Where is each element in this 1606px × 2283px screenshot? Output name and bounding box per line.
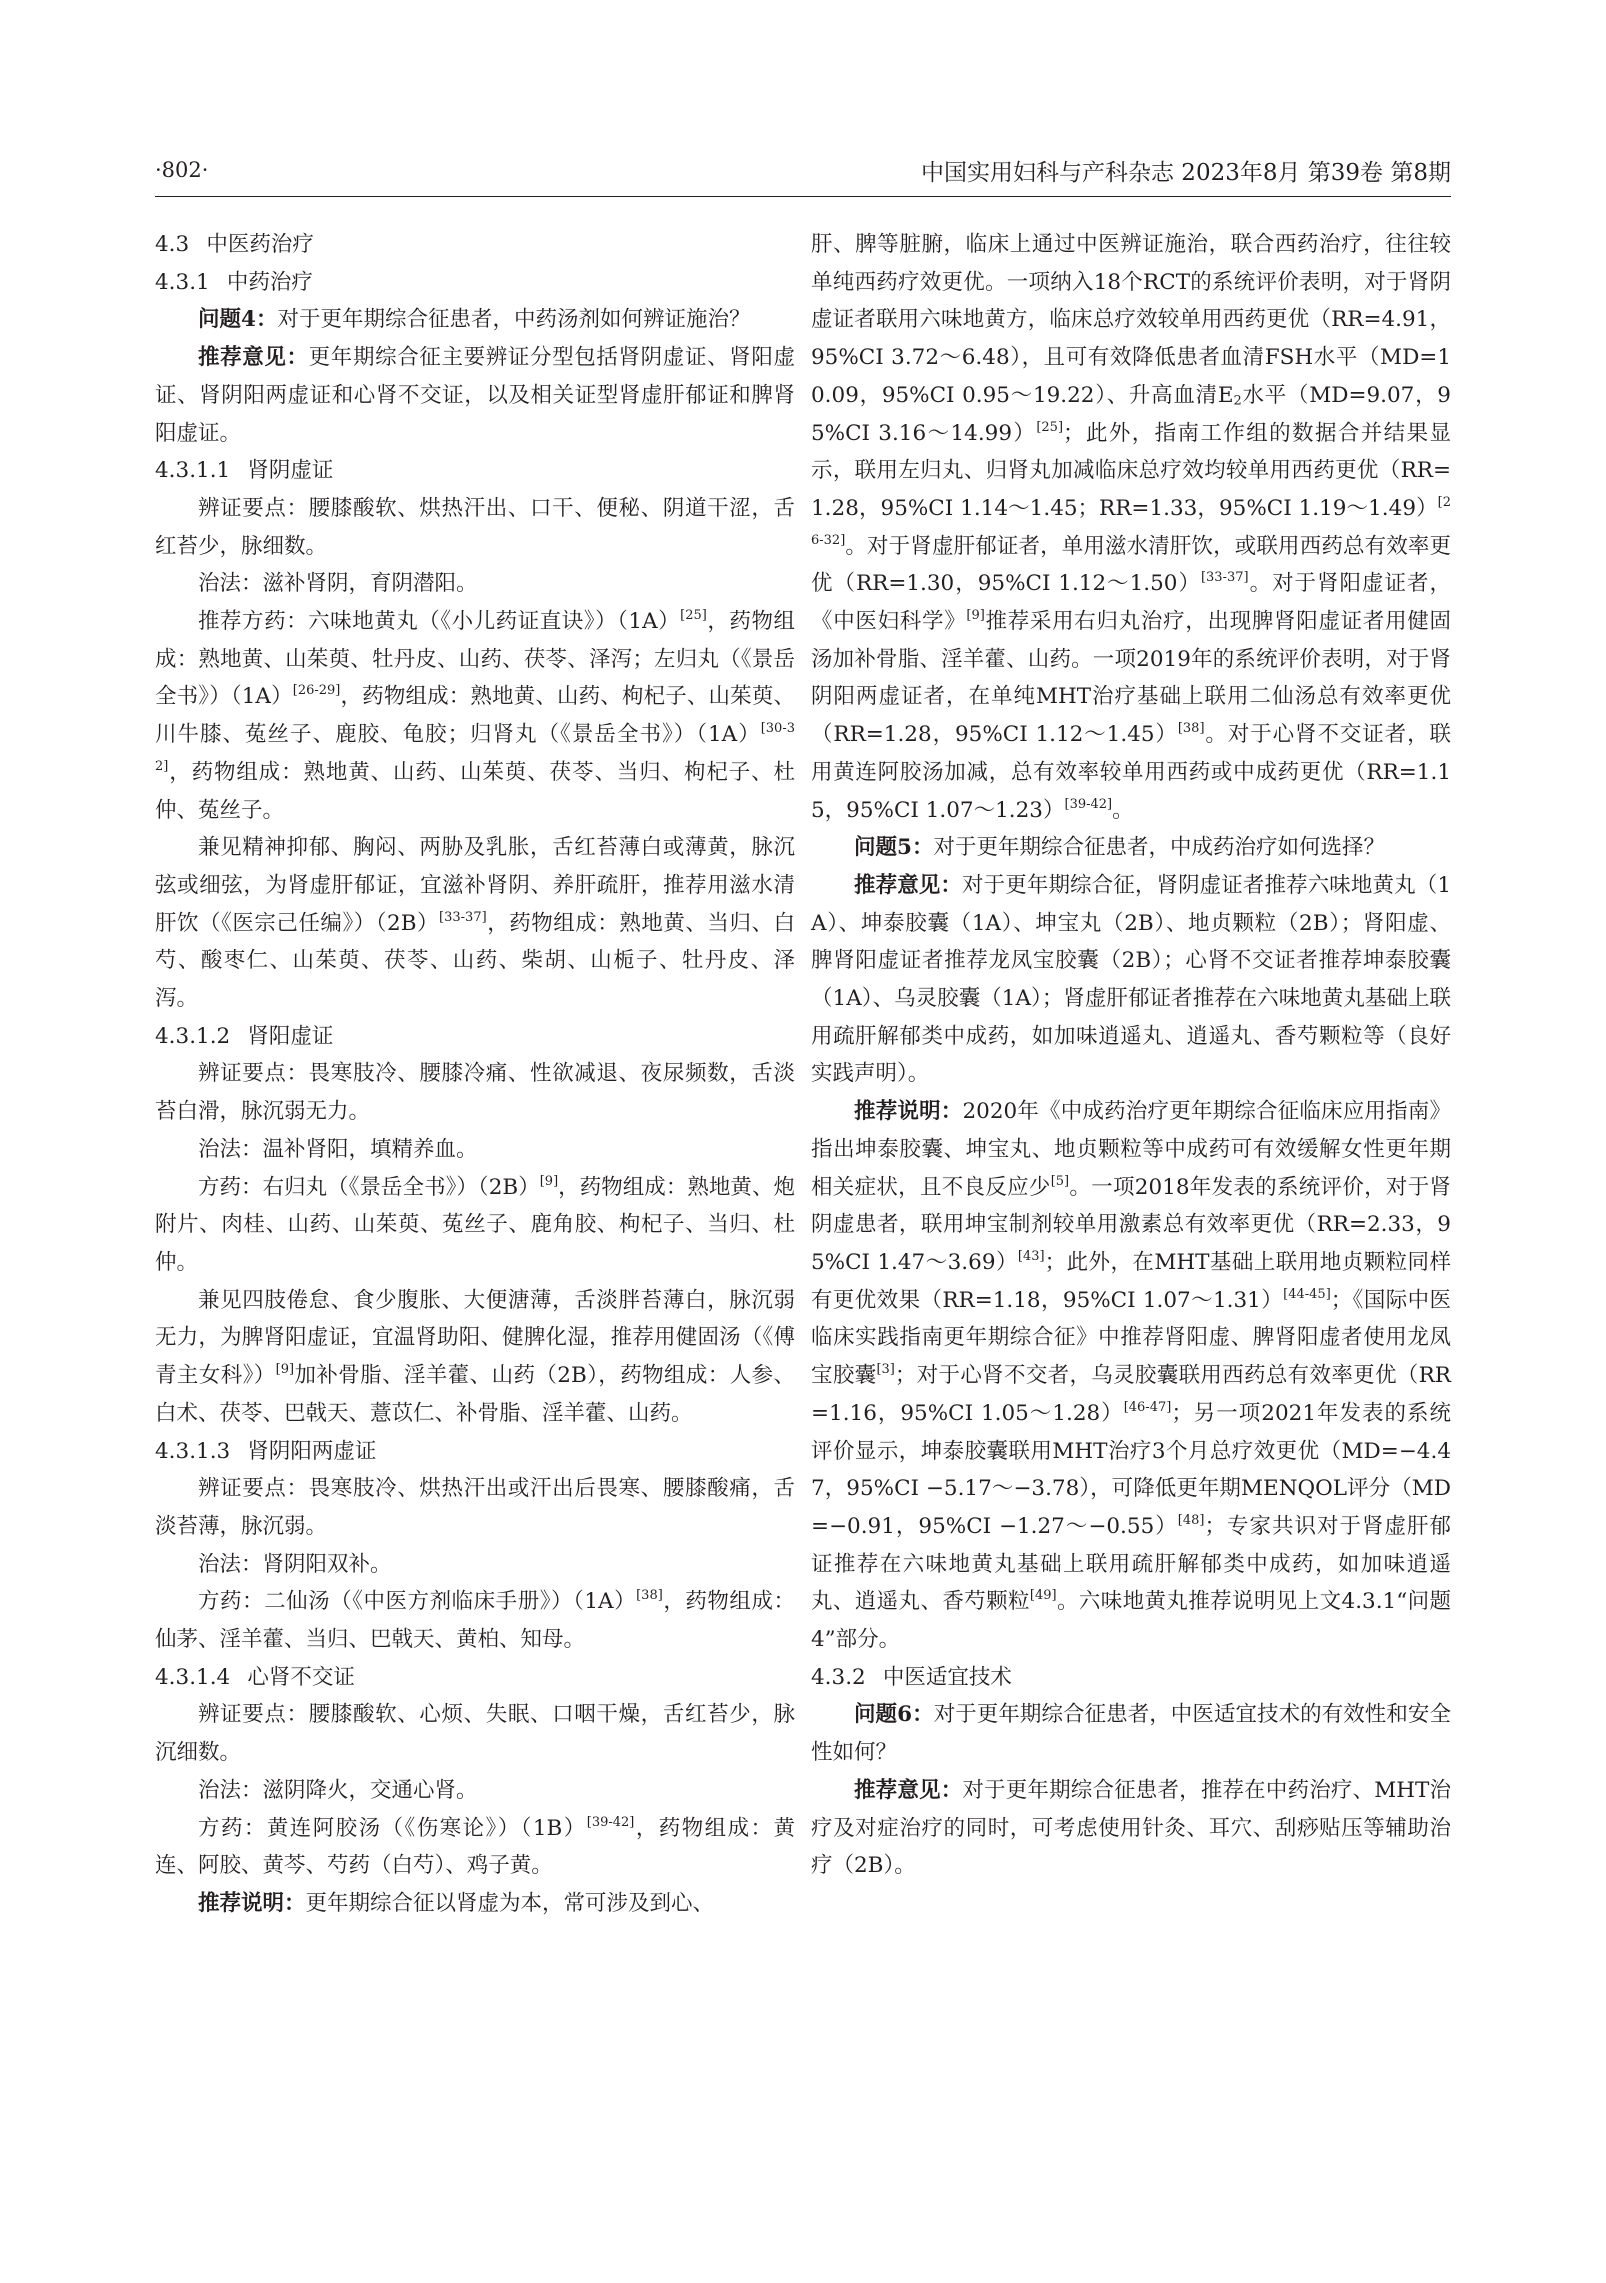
citation: [3] — [876, 1362, 895, 1377]
citation: [25] — [1036, 419, 1064, 435]
heart-kidney-method: 治法：滋阴降火，交通心肾。 — [198, 1777, 478, 1803]
kidney-yang-method: 治法：温补肾阳，填精养血。 — [198, 1136, 478, 1162]
citation: [25] — [680, 607, 707, 623]
heart-kidney-prescription: 方药：黄连阿胶汤（《伤寒论》）（1B）[39-42]，药物组成：黄连、阿胶、黄芩、芍药（白芍）、鸡子黄。 — [155, 1814, 795, 1879]
page-number: ·802· — [155, 158, 209, 182]
right-column — [811, 226, 1451, 1885]
section-heading-4-3-1-1: 4.3.1.1 肾阴虚证 — [155, 458, 334, 484]
citation: [33-37] — [1200, 570, 1249, 586]
citation: [44-45] — [1283, 1286, 1331, 1302]
citation: [9] — [966, 607, 985, 623]
citation: [39-42] — [1064, 796, 1113, 812]
question-5: 问题5：对于更年期综合征患者，中成药治疗如何选择？ — [854, 835, 1385, 861]
journal-title: 中国实用妇科与产科杂志 2023年8月 第39卷 第8期 — [921, 160, 1451, 186]
recommendation-explanation-4: 推荐说明：更年期综合征以肾虚为本，常可涉及到心、 — [198, 1890, 715, 1916]
citation: [9] — [539, 1173, 559, 1189]
citation: [33-37] — [439, 909, 487, 925]
section-heading-4-3: 4.3 中医药治疗 — [155, 232, 314, 257]
page-header — [155, 150, 1451, 194]
header-rule — [155, 196, 1451, 197]
recommendation-5: 推荐意见：对于更年期综合征，肾阴虚证者推荐六味地黄丸（1A）、坤泰胶囊（1A）、坤宝丸（2B）、地贞颗粒（2B）；肾阳虚、脾肾阳虚证者推荐龙凤宝胶囊（2B）；心肾不交证者推荐坤泰胶囊（1A）、乌灵胶囊（1A）；肾虚肝郁证者推荐在六味地黄丸基础上联用疏肝解郁类中成药，如加味逍遥丸、逍遥丸、香芍颗粒等（良好实践声明）。 — [811, 872, 1451, 1087]
citation: [49] — [1029, 1588, 1057, 1604]
section-heading-4-3-1: 4.3.1 中药治疗 — [155, 269, 313, 295]
citation: [43] — [1017, 1248, 1045, 1264]
kidney-yin-diagnosis: 辨证要点：腰膝酸软、烘热汗出、口干、便秘、阴道干涩，舌红苔少，脉细数。 — [155, 495, 795, 559]
yin-yang-prescription: 方药：二仙汤（《中医方剂临床手册》）（1A）[38]，药物组成：仙茅、淫羊藿、当归、巴戟天、黄柏、知母。 — [155, 1588, 795, 1653]
citation: [26-29] — [292, 683, 341, 699]
kidney-yang-diagnosis: 辨证要点：畏寒肢冷、腰膝冷痛、性欲减退、夜尿频数，舌淡苔白滑，脉沉弱无力。 — [155, 1061, 795, 1125]
recommendation-6: 推荐意见：对于更年期综合征患者，推荐在中药治疗、MHT治疗及对症治疗的同时，可考虑使用针灸、耳穴、刮痧贴压等辅助治疗（2B）。 — [811, 1777, 1451, 1879]
citation: [38] — [1177, 721, 1205, 737]
citation: [9] — [275, 1362, 295, 1377]
citation: [39-42] — [586, 1814, 635, 1830]
explanation-4-continued: 肝、脾等脏腑，临床上通过中医辨证施治，联合西药治疗，往往较单纯西药疗效更优。一项纳入18个RCT的系统评价表明，对于肾阴虚证者联用六味地黄方，临床总疗效较单用西药更优（RR=4.91，95%CI 3.72～6.48），且可有效降低患者血清FSH水平（MD=10.09，95%CI 0.95～19.22）、升高血清$E_2$水平（MD=9.07，95%CI 3.16～14.99）[25]；此外，指南工作组的数据合并结果显示，联用左归丸、归肾丸加减临床总疗效均较单用西药更优（RR=1.28，95%CI 1.14～1.45；RR=1.33，95%CI 1.19～1.49）[26-32]。对于肾虚肝郁证者，单用滋水清肝饮，或联用西药总有效率更优（RR=1.30，95%CI 1.12～1.50）[33-37]。对于肾阳虚证者，《中医妇科学》[9]推荐采用右归丸治疗，出现脾肾阳虚证者用健固汤加补骨脂、淫羊藿、山药。一项2019年的系统评价表明，对于肾阴阳两虚证者，在单纯MHT治疗基础上联用二仙汤总有效率更优（RR=1.28，95%CI 1.12～1.45）[38]。对于心肾不交证者，联用黄连阿胶汤加减，总有效率较单用西药或中成药更优（RR=1.15，95%CI 1.07～1.23）[39-42]。 — [811, 232, 1451, 823]
recommendation-4: 推荐意见：更年期综合征主要辨证分型包括肾阴虚证、肾阳虚证、肾阴阳两虚证和心肾不交证，以及相关证型肾虚肝郁证和脾肾阳虚证。 — [155, 345, 795, 446]
recommendation-explanation-5: 推荐说明：2020年《中成药治疗更年期综合征临床应用指南》指出坤泰胶囊、坤宝丸、地贞颗粒等中成药可有效缓解女性更年期相关症状，且不良反应少[5]。一项2018年发表的系统评价，对于肾阴虚患者，联用坤宝制剂较单用激素总有效率更优（RR=2.33，95%CI 1.47～3.69）[43]；此外，在MHT基础上联用地贞颗粒同样有更优效果（RR=1.18，95%CI 1.07～1.31）[44-45]；《国际中医临床实践指南更年期综合征》中推荐肾阳虚、脾肾阳虚者使用龙凤宝胶囊[3]；对于心肾不交者，乌灵胶囊联用西药总有效率更优（RR=1.16，95%CI 1.05～1.28）[46-47]；另一项2021年发表的系统评价显示，坤泰胶囊联用MHT治疗3个月总疗效更优（MD=−4.47，95%CI −5.17～−3.78），可降低更年期MENQOL评分（MD=−0.91，95%CI −1.27～−0.55）[48]；专家共识对于肾虚肝郁证推荐在六味地黄丸基础上联用疏肝解郁类中成药，如加味逍遥丸、逍遥丸、香芍颗粒[49]。六味地黄丸推荐说明见上文4.3.1“问题4”部分。 — [811, 1099, 1452, 1653]
kidney-yin-liver-depression: 兼见精神抑郁、胸闷、两胁及乳胀，舌红苔薄白或薄黄，脉沉弦或细弦，为肾虚肝郁证，宜滋补肾阴、养肝疏肝，推荐用滋水清肝饮（《医宗己任编》）（2B）[33-37]，药物组成：熟地黄、当归、白芍、酸枣仁、山茱萸、茯苓、山药、柴胡、山栀子、牡丹皮、泽泻。 — [155, 835, 795, 1012]
heart-kidney-diagnosis: 辨证要点：腰膝酸软、心烦、失眠、口咽干燥，舌红苔少，脉沉细数。 — [155, 1702, 795, 1766]
yin-yang-diagnosis: 辨证要点：畏寒肢冷、烘热汗出或汗出后畏寒、腰膝酸痛，舌淡苔薄，脉沉弱。 — [155, 1476, 795, 1539]
section-heading-4-3-1-3: 4.3.1.3 肾阴阳两虚证 — [155, 1438, 377, 1464]
citation: [30-32] — [155, 721, 795, 774]
section-heading-4-3-1-2: 4.3.1.2 肾阳虚证 — [155, 1023, 334, 1049]
section-heading-4-3-2: 4.3.2 中医适宜技术 — [811, 1664, 1012, 1690]
left-column — [155, 226, 795, 1923]
citation: [38] — [636, 1588, 663, 1604]
question-6: 问题6：对于更年期综合征患者，中医适宜技术的有效性和安全性如何？ — [811, 1702, 1451, 1766]
kidney-yin-method: 治法：滋补肾阴，育阴潜阳。 — [198, 571, 478, 597]
citation: [26-32] — [811, 494, 1451, 548]
question-4: 问题4：对于更年期综合征患者，中药汤剂如何辨证施治？ — [198, 307, 751, 333]
kidney-yin-prescription: 推荐方药：六味地黄丸（《小儿药证直诀》）（1A）[25]，药物组成：熟地黄、山茱萸、牡丹皮、山药、茯苓、泽泻；左归丸（《景岳全书》）（1A）[26-29]，药物组成：熟地黄、山药、枸杞子、山茱萸、川牛膝、菟丝子、鹿胶、龟胶；归肾丸（《景岳全书》）（1A）[30-32]，药物组成：熟地黄、山药、山茱萸、茯苓、当归、枸杞子、杜仲、菟丝子。 — [155, 607, 795, 823]
section-heading-4-3-1-4: 4.3.1.4 心肾不交证 — [155, 1664, 355, 1690]
kidney-yang-prescription: 方药：右归丸（《景岳全书》）（2B）[9]，药物组成：熟地黄、炮附片、肉桂、山药、山茱萸、菟丝子、鹿角胶、枸杞子、当归、杜仲。 — [155, 1173, 795, 1275]
yin-yang-method: 治法：肾阴阳双补。 — [198, 1551, 392, 1577]
citation: [46-47] — [1123, 1399, 1172, 1415]
citation: [5] — [1050, 1173, 1070, 1189]
spleen-kidney-yang: 兼见四肢倦怠、食少腹胀、大便溏薄，舌淡胖苔薄白，脉沉弱无力，为脾肾阳虚证，宜温肾助阳、健脾化湿，推荐用健固汤（《傅青主女科》）[9]加补骨脂、淫羊藿、山药（2B），药物组成：人参、白术、茯苓、巴戟天、薏苡仁、补骨脂、淫羊藿、山药。 — [155, 1287, 795, 1426]
citation: [48] — [1177, 1512, 1205, 1528]
